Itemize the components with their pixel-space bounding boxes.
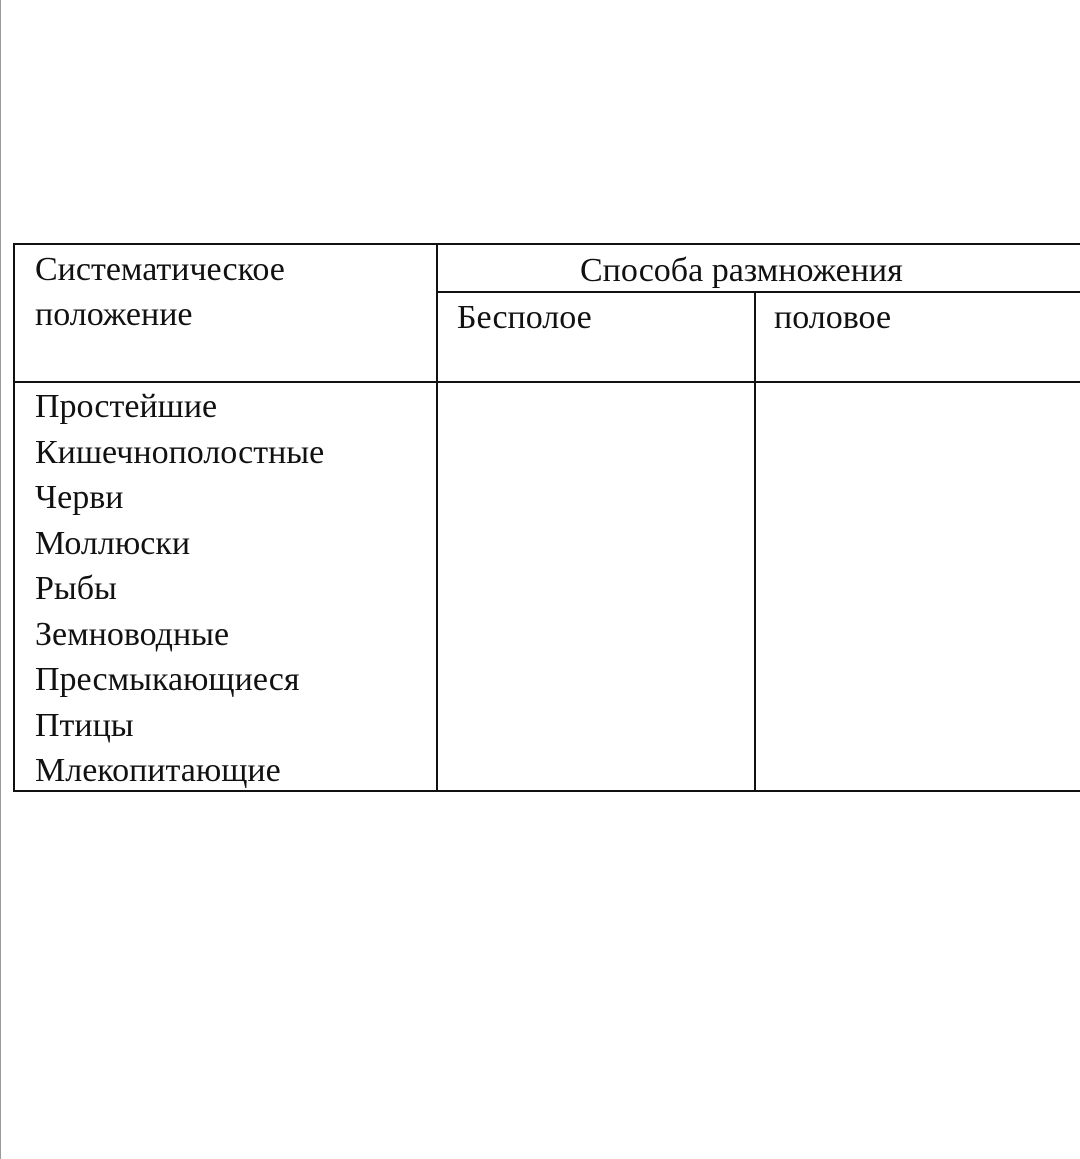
list-item: Млекопитающие — [35, 752, 281, 789]
list-item: Пресмыкающиеся — [35, 661, 300, 698]
systematic-groups-list — [35, 384, 324, 794]
list-item: Земноводные — [35, 615, 230, 653]
header-methods-title: Способа размножения — [580, 252, 903, 289]
sexual-answer-cell — [756, 383, 1080, 790]
header-position-line1: Систематическое — [35, 251, 285, 288]
header-position-line2: положение — [35, 296, 193, 333]
list-item: Черви — [35, 479, 124, 516]
list-item: Моллюски — [35, 524, 191, 562]
list-item: Рыбы — [35, 570, 117, 607]
header-asexual: Бесполое — [457, 299, 592, 336]
page-left-edge — [0, 0, 1, 1159]
list-item: Птицы — [35, 706, 134, 744]
header-sexual: половое — [774, 299, 892, 336]
list-item: Простейшие — [35, 388, 218, 425]
asexual-answer-cell — [438, 383, 754, 790]
list-item: Кишечнополостные — [35, 433, 325, 471]
reproduction-table — [13, 243, 1080, 792]
